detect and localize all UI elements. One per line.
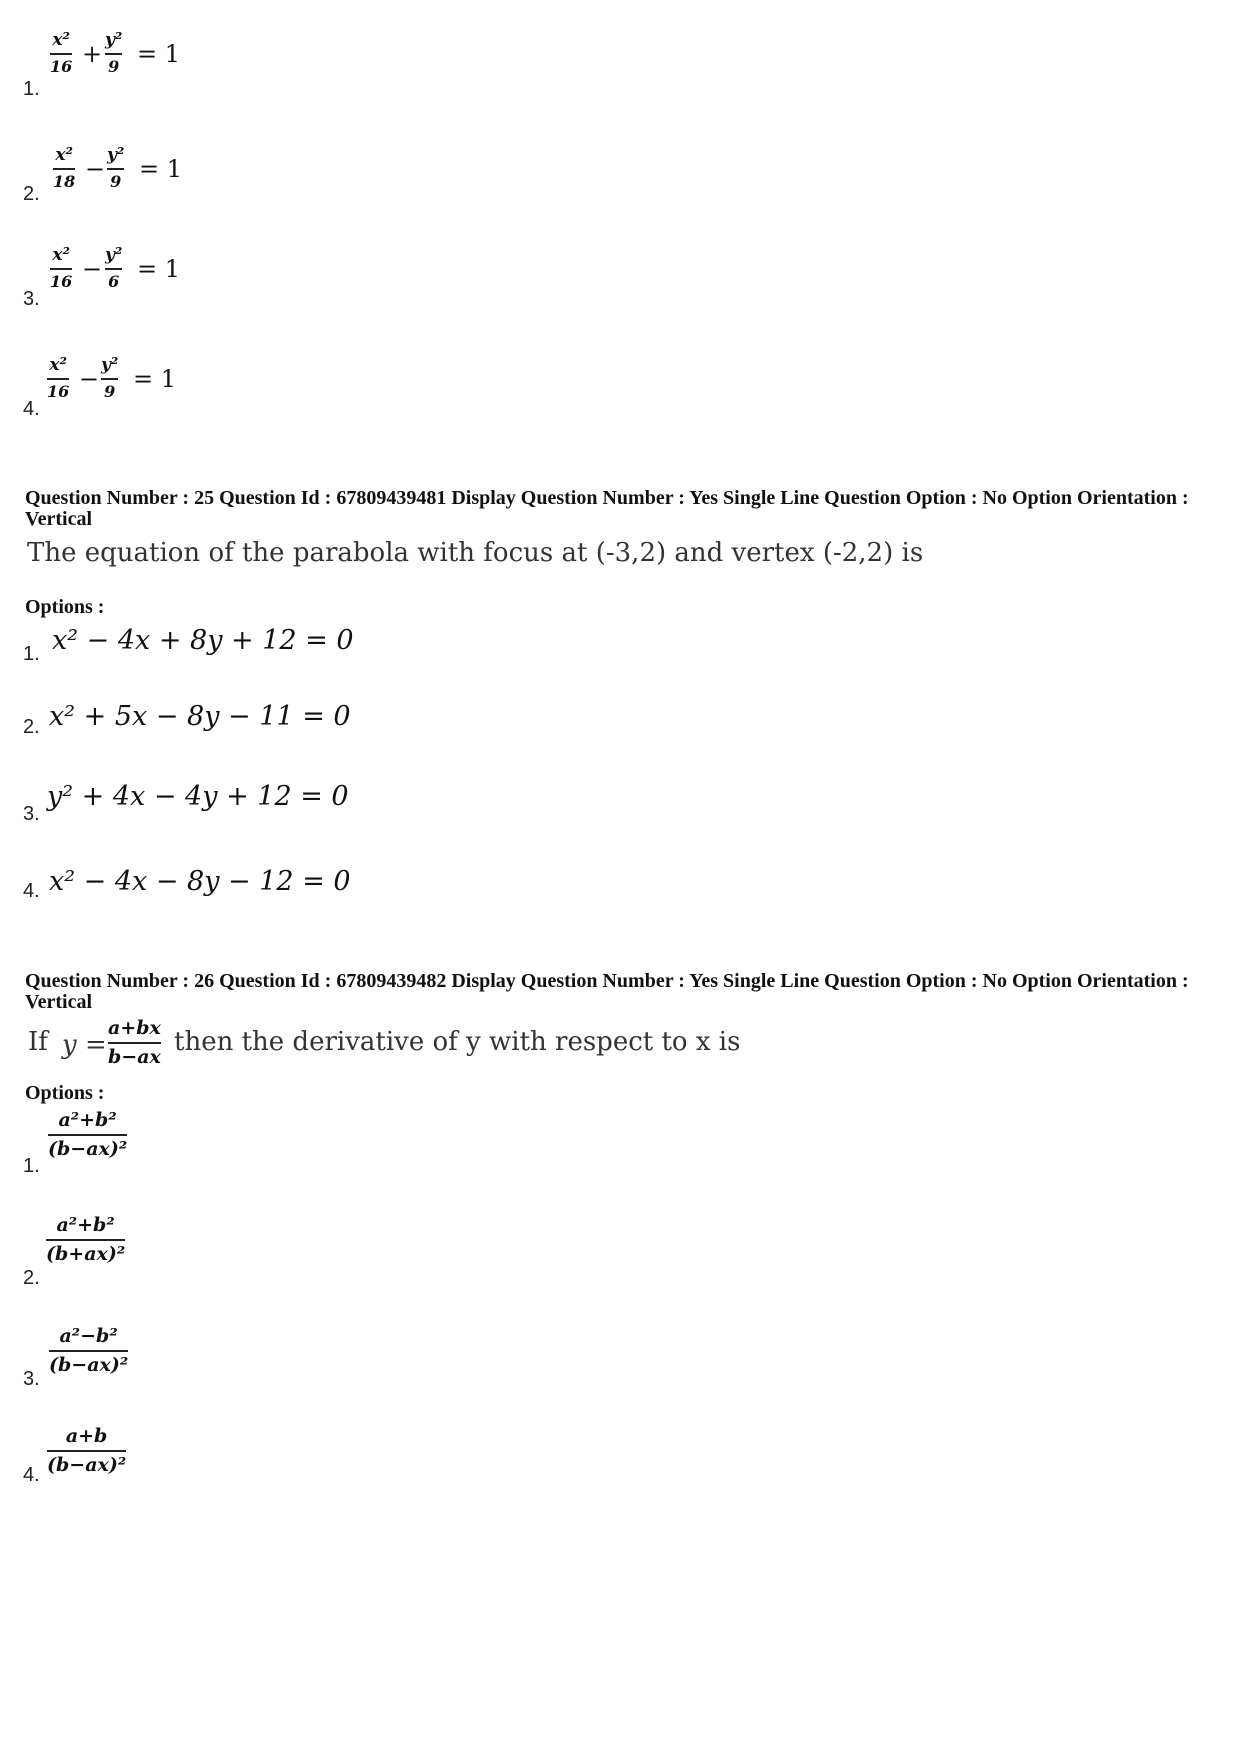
fraction: x² 16 [50,245,73,291]
fraction: a+bx b−ax [108,1017,161,1068]
question-25-header: Question Number : 25 Question Id : 67809439481 Display Question Number : Yes Single Line Question Option : No Option Orientation : Vertical [25,487,1189,530]
option-number: 1. [23,1155,40,1177]
fraction: a²+b² (b−ax)² [48,1109,128,1160]
question-26-header: Question Number : 26 Question Id : 67809439482 Display Question Number : Yes Single Line Question Option : No Option Orientation : Vertical [25,970,1189,1013]
option-number: 2. [23,716,40,738]
option-number: 2. [23,1267,40,1289]
fraction: a²−b² (b−ax)² [49,1325,129,1376]
option-number: 1. [23,643,40,665]
option-number: 3. [23,288,40,310]
fraction: a²+b² (b+ax)² [46,1214,126,1265]
option-number: 4. [23,880,40,902]
fraction: y² 6 [105,245,123,291]
option-number: 3. [23,1368,40,1390]
option-number: 2. [23,183,40,205]
option-number: 4. [23,398,40,420]
fraction: x² 16 [50,30,73,76]
fraction: y² 9 [105,30,123,76]
fraction: x² 16 [47,355,70,401]
options-label: Options : [25,596,105,618]
fraction: y² 9 [107,145,125,191]
fraction: a+b (b−ax)² [47,1425,127,1476]
question-25-text: The equation of the parabola with focus at (-3,2) and vertex (-2,2) is [27,538,924,568]
options-label: Options : [25,1082,105,1104]
fraction: y² 9 [101,355,119,401]
option-number: 3. [23,803,40,825]
fraction: x² 18 [53,145,76,191]
option-number: 4. [23,1464,40,1486]
option-number: 1. [23,78,40,100]
